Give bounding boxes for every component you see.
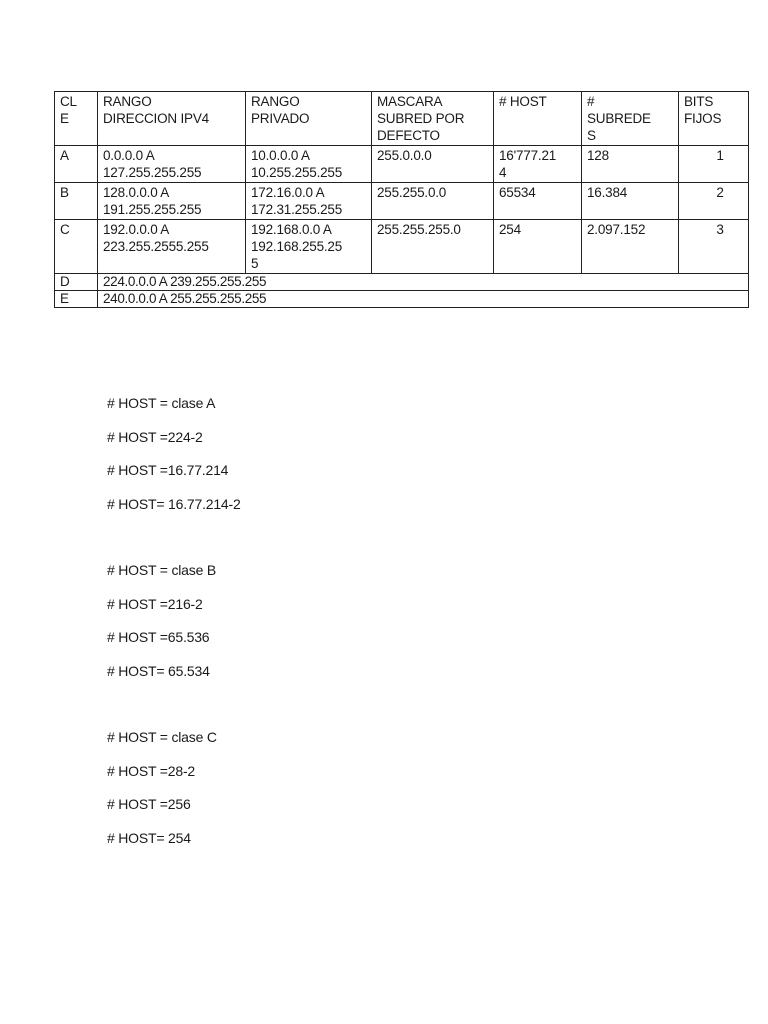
- calc-block-clase-a: [107, 392, 241, 526]
- cell-subredes: 16.384: [582, 183, 679, 220]
- cell-rango-privado: 192.168.0.0 A 192.168.255.25 5: [246, 220, 372, 274]
- header-subredes: # SUBREDE S: [582, 92, 679, 146]
- calc-line: # HOST= 65.534: [107, 662, 210, 679]
- calc-block-clase-b: [107, 559, 216, 693]
- table-header-row: [55, 92, 749, 146]
- table-row: [55, 146, 749, 183]
- calc-line: # HOST =224-2: [107, 428, 203, 445]
- cell-bits-fijos: 2: [679, 183, 749, 220]
- cell-clase: D: [55, 274, 98, 291]
- cell-clase: A: [55, 146, 98, 183]
- cell-rango-ipv4: 0.0.0.0 A 127.255.255.255: [98, 146, 246, 183]
- calc-line: # HOST = clase C: [107, 729, 217, 745]
- cell-clase: B: [55, 183, 98, 220]
- cell-bits-fijos: 3: [679, 220, 749, 274]
- calc-line: # HOST= 16.77.214-2: [107, 495, 241, 512]
- cell-rango-ipv4: 240.0.0.0 A 255.255.255.255: [98, 291, 749, 308]
- cell-rango-ipv4: 224.0.0.0 A 239.255.255.255: [98, 274, 749, 291]
- cell-rango-privado: 10.0.0.0 A 10.255.255.255: [246, 146, 372, 183]
- calc-line: # HOST =16.77.214: [107, 462, 229, 478]
- cell-clase: C: [55, 220, 98, 274]
- header-bits-fijos: BITS FIJOS: [679, 92, 749, 146]
- cell-host: 65534: [494, 183, 582, 220]
- calc-line: # HOST =28-2: [107, 762, 195, 779]
- cell-subredes: 2.097.152: [582, 220, 679, 274]
- cell-clase: E: [55, 291, 98, 308]
- cell-bits-fijos: 1: [679, 146, 749, 183]
- cell-mascara: 255.255.255.0: [372, 220, 494, 274]
- calc-line: # HOST =256: [107, 796, 191, 812]
- calc-line: # HOST= 254: [107, 829, 191, 846]
- cell-rango-ipv4: 128.0.0.0 A 191.255.255.255: [98, 183, 246, 220]
- cell-mascara: 255.255.0.0: [372, 183, 494, 220]
- cell-host: 16'777.21 4: [494, 146, 582, 183]
- cell-rango-ipv4: 192.0.0.0 A 223.255.2555.255: [98, 220, 246, 274]
- header-clase: CL E: [55, 92, 98, 146]
- header-mascara: MASCARA SUBRED POR DEFECTO: [372, 92, 494, 146]
- table-row: [55, 220, 749, 274]
- table-row: [55, 291, 749, 308]
- cell-rango-privado: 172.16.0.0 A 172.31.255.255: [246, 183, 372, 220]
- calc-line: # HOST =65.536: [107, 629, 210, 645]
- calc-line: # HOST =216-2: [107, 595, 203, 612]
- calc-line: # HOST = clase B: [107, 562, 216, 578]
- header-host: # HOST: [494, 92, 582, 146]
- calc-block-clase-c: [107, 726, 217, 860]
- calc-line: # HOST = clase A: [107, 395, 216, 411]
- table-row: [55, 183, 749, 220]
- header-rango-ipv4: RANGO DIRECCION IPV4: [98, 92, 246, 146]
- table-row: [55, 274, 749, 291]
- ip-classes-table: [54, 91, 749, 308]
- cell-subredes: 128: [582, 146, 679, 183]
- header-rango-privado: RANGO PRIVADO: [246, 92, 372, 146]
- cell-mascara: 255.0.0.0: [372, 146, 494, 183]
- cell-host: 254: [494, 220, 582, 274]
